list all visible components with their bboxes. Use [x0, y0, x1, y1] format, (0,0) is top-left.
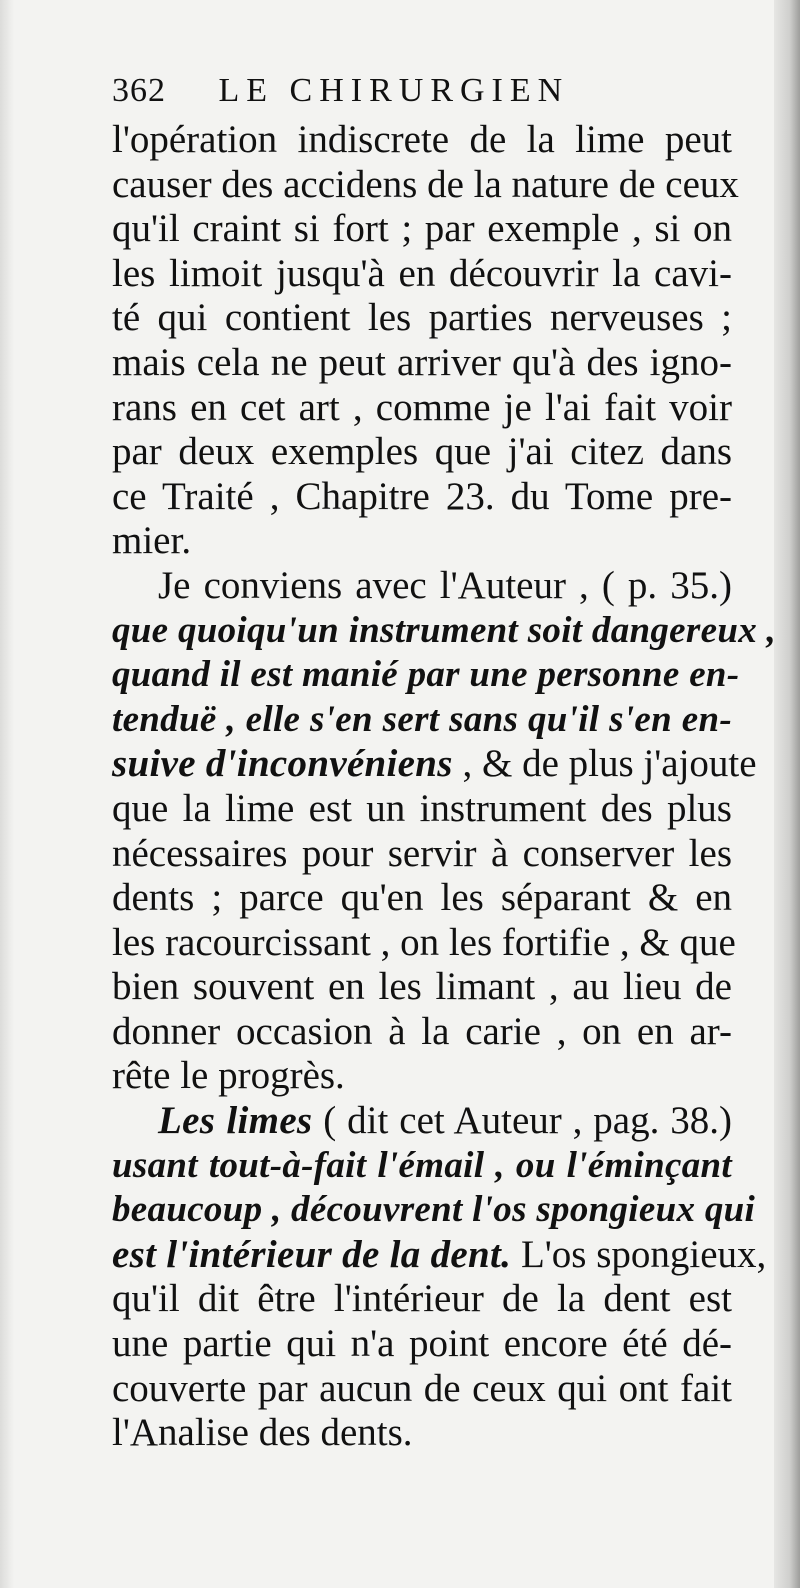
text-line	[112, 876, 732, 921]
text-line	[112, 787, 732, 832]
italic-quote: Les limes	[158, 1099, 313, 1143]
italic-quote: est l'intérieur de la dent.	[112, 1232, 512, 1276]
text-run: , & de plus j'ajoute	[452, 742, 757, 786]
text-line	[112, 207, 732, 252]
text-line	[112, 519, 732, 564]
text-line	[112, 832, 732, 877]
text-line	[112, 1054, 732, 1099]
text-run: mier.	[112, 519, 192, 563]
text-run: qu'il dit être l'intérieur de la dent est	[112, 1277, 732, 1321]
italic-quote: suive d'inconvéniens	[112, 742, 453, 786]
text-run: l'Analise des dents.	[112, 1411, 413, 1455]
italic-quote: que quoiqu'un instrument soit dangereux ,	[112, 609, 777, 651]
text-run: causer des accidens de la nature de ceux	[112, 162, 739, 206]
text-line	[112, 1232, 767, 1278]
text-run: Je conviens avec l'Auteur , ( p. 35.)	[158, 563, 732, 607]
text-run: ce Traité , Chapitre 23. du Tome pre-	[112, 474, 732, 518]
text-line	[112, 698, 732, 743]
page-number: 362	[112, 72, 166, 109]
italic-quote: quand il est manié par une personne en-	[112, 654, 740, 696]
text-line	[112, 386, 732, 431]
italic-quote: tenduë , elle s'en sert sans qu'il s'en en-	[112, 698, 732, 740]
italic-quote: beaucoup , découvrent l'os spongieux qui	[112, 1189, 756, 1231]
page-gutter-shadow	[0, 0, 14, 1588]
text-line	[112, 1367, 732, 1412]
text-line	[112, 341, 732, 386]
text-line	[112, 653, 740, 698]
text-line	[112, 1099, 732, 1144]
running-title: LE CHIRURGIEN	[218, 72, 570, 109]
text-run: dents ; parce qu'en les séparant & en	[112, 876, 732, 920]
text-line	[112, 1144, 732, 1189]
text-line	[112, 609, 777, 654]
text-line	[112, 162, 739, 208]
text-run: donner occasion à la carie , on en ar-	[112, 1009, 732, 1053]
text-line	[112, 742, 757, 787]
text-line	[112, 1322, 732, 1367]
text-run: té qui contient les parties nerveuses ;	[112, 296, 732, 340]
text-run: les limoit jusqu'à en découvrir la cavi-	[112, 251, 732, 295]
text-run: rête le progrès.	[112, 1054, 345, 1098]
text-run: L'os spongieux,	[511, 1232, 767, 1276]
text-line	[112, 296, 732, 341]
text-line	[112, 1411, 732, 1456]
text-line	[112, 920, 736, 966]
text-run: qu'il craint si fort ; par exemple , si on	[112, 207, 732, 251]
text-run: rans en cet art , comme je l'ai fait voir	[112, 385, 732, 429]
page-edge-shadow	[774, 0, 800, 1588]
text-line	[112, 430, 732, 475]
text-run: couverte par aucun de ceux qui ont fait	[112, 1366, 732, 1410]
text-line	[112, 252, 732, 297]
text-run: mais cela ne peut arriver qu'à des igno-	[112, 340, 732, 384]
text-line	[112, 564, 732, 609]
body-text	[112, 118, 777, 1456]
text-run: ( dit cet Auteur , pag. 38.)	[312, 1099, 732, 1143]
text-run: nécessaires pour servir à conserver les	[112, 831, 732, 875]
text-line	[112, 965, 732, 1010]
page-header	[112, 72, 732, 110]
text-line	[112, 475, 732, 520]
text-line	[112, 1010, 732, 1055]
text-line	[112, 118, 732, 163]
text-run: bien souvent en les limant , au lieu de	[112, 965, 732, 1009]
text-run: l'opération indiscrete de la lime peut	[112, 118, 732, 161]
text-line	[112, 1188, 756, 1233]
text-line	[112, 1277, 732, 1322]
text-run: par deux exemples que j'ai citez dans	[112, 430, 732, 474]
text-run: que la lime est un instrument des plus	[112, 786, 732, 830]
italic-quote: usant tout-à-fait l'émail , ou l'éminçant	[112, 1144, 732, 1186]
text-run: les racourcissant , on les fortifie , & que	[112, 920, 736, 964]
text-run: une partie qui n'a point encore été dé-	[112, 1322, 732, 1366]
